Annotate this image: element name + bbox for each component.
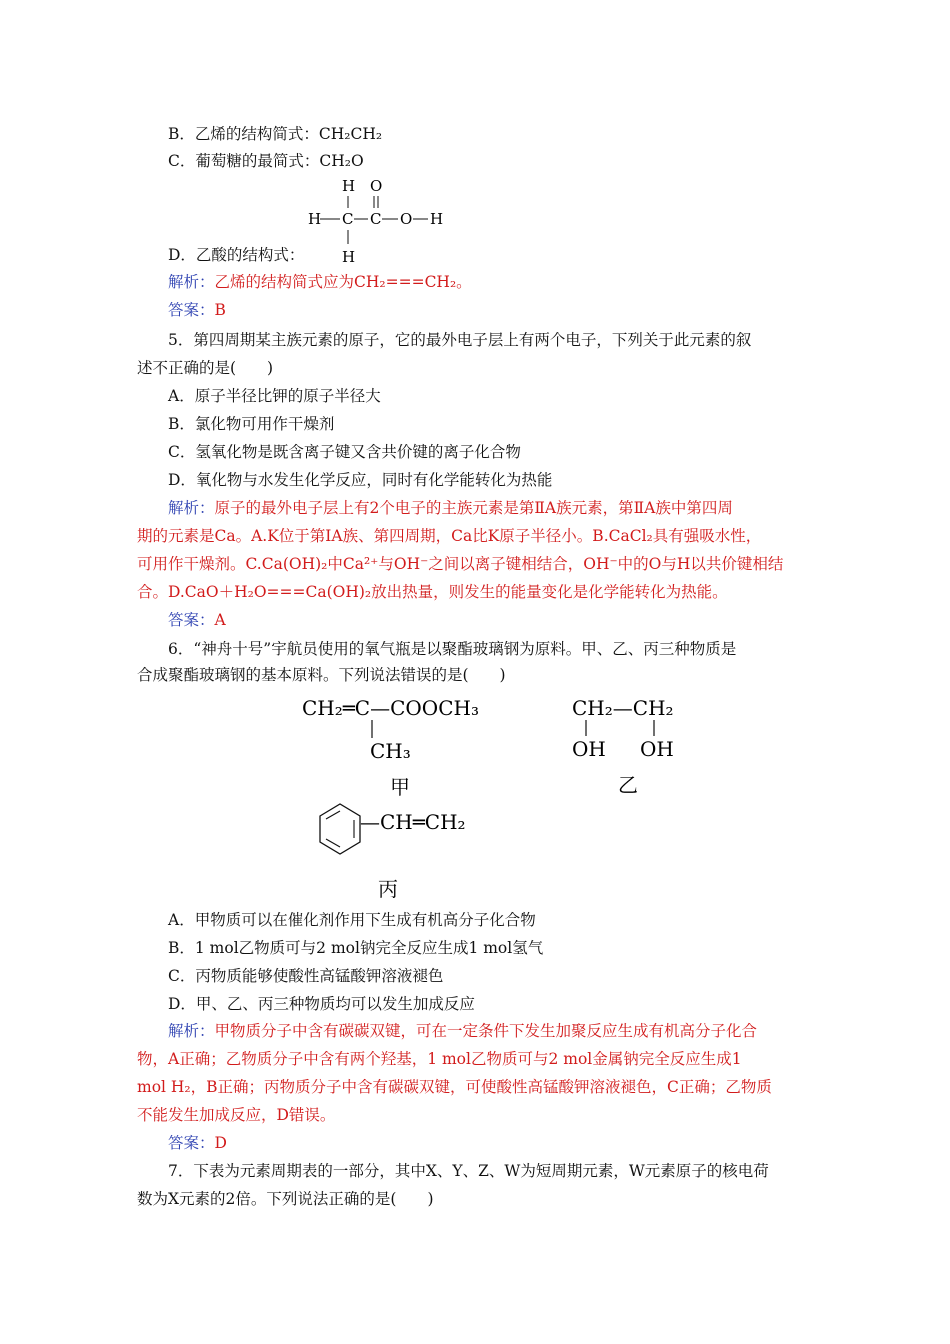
q6-option-d: D．甲、乙、丙三种物质均可以发生加成反应 <box>168 995 475 1013</box>
q6-analysis-line2: 物，A正确；乙物质分子中含有两个羟基，1 mol乙物质可与2 mol金属钠完全反应生成1 <box>137 1050 742 1068</box>
q4-option-c: C．葡萄糖的最简式：CH₂O <box>168 152 364 170</box>
answer-label: 答案： <box>168 1134 215 1152</box>
atom-o-single: O <box>400 210 413 228</box>
q6-stem-line2: 合成聚酯玻璃钢的基本原料。下列说法错误的是( ) <box>137 666 506 684</box>
atom-h-right: H <box>430 210 444 228</box>
q6-structures <box>290 690 710 910</box>
answer-value: B <box>214 301 226 319</box>
q7-stem-line1: 7．下表为元素周期表的一部分，其中X、Y、Z、W为短周期元素，W元素原子的核电荷 <box>168 1162 769 1180</box>
atom-h-top: H <box>342 177 356 195</box>
q5-option-c: C．氢氧化物是既含离子键又含共价键的离子化合物 <box>168 443 521 461</box>
analysis-label: 解析： <box>168 1022 215 1040</box>
answer-label: 答案： <box>168 611 215 629</box>
q5-analysis-line1 <box>168 498 733 518</box>
q6-answer <box>168 1133 227 1153</box>
analysis-text: 原子的最外电子层上有2个电子的主族元素是第ⅡA族元素，第ⅡA族中第四周 <box>214 499 733 517</box>
atom-c2: C <box>370 210 382 228</box>
yi-hydroxyl-1: OH <box>572 737 606 761</box>
answer-label: 答案： <box>168 301 215 319</box>
q5-answer <box>168 610 226 630</box>
bing-label: 丙 <box>378 877 398 901</box>
q6-option-a: A．甲物质可以在催化剂作用下生成有机高分子化合物 <box>168 911 536 929</box>
jia-label: 甲 <box>390 775 410 799</box>
q5-stem-line1: 5．第四周期某主族元素的原子，它的最外电子层上有两个电子，下列关于此元素的叙 <box>168 331 752 349</box>
q6-analysis-line4: 不能发生加成反应，D错误。 <box>137 1106 336 1124</box>
q6-analysis-line3: mol H₂，B正确；丙物质分子中含有碳碳双键，可使酸性高锰酸钾溶液褪色，C正确；乙物质 <box>137 1078 772 1096</box>
atom-c1: C <box>342 210 354 228</box>
atom-o-double: O <box>370 177 383 195</box>
atom-h-left: H <box>308 210 322 228</box>
q4-analysis <box>168 272 472 292</box>
q5-analysis-line3: 可用作干燥剂。C.Ca(OH)₂中Ca²⁺与OH⁻之间以离子键相结合，OH⁻中的O与H以共价键相结 <box>137 555 784 573</box>
analysis-text: 甲物质分子中含有碳碳双键，可在一定条件下发生加聚反应生成有机高分子化合 <box>214 1022 758 1040</box>
q5-option-a: A．原子半径比钾的原子半径大 <box>168 387 381 405</box>
q6-option-c: C．丙物质能够使酸性高锰酸钾溶液褪色 <box>168 967 444 985</box>
q6-option-b: B．1 mol乙物质可与2 mol钠完全反应生成1 mol氢气 <box>168 939 544 957</box>
q5-stem-line2: 述不正确的是( ) <box>137 359 274 377</box>
q4-option-b: B．乙烯的结构简式：CH₂CH₂ <box>168 125 383 143</box>
jia-methyl: CH₃ <box>370 739 411 763</box>
answer-value: D <box>214 1134 227 1152</box>
q5-analysis-line2: 期的元素是Ca。A.K位于第ⅠA族、第四周期，Ca比K原子半径小。B.CaCl₂具有强吸水性， <box>137 527 762 545</box>
q5-option-d: D．氧化物与水发生化学反应，同时有化学能转化为热能 <box>168 471 553 489</box>
q5-analysis-line4: 合。D.CaO＋H₂O===Ca(OH)₂放出热量，则发生的能量变化是化学能转化为热能。 <box>137 583 728 601</box>
analysis-text: 乙烯的结构简式应为CH₂===CH₂。 <box>214 273 472 291</box>
analysis-label: 解析： <box>168 273 215 291</box>
q4-option-d: D．乙酸的结构式： <box>168 246 305 264</box>
bing-vinyl-chain: —CH═CH₂ <box>360 810 466 834</box>
atom-h-bottom: H <box>342 248 356 266</box>
answer-value: A <box>214 611 226 629</box>
yi-main-formula: CH₂—CH₂ <box>572 696 674 720</box>
yi-hydroxyl-2: OH <box>640 737 674 761</box>
q6-analysis-line1 <box>168 1021 757 1041</box>
q6-stem-line1: 6．“神舟十号”宇航员使用的氧气瓶是以聚酯玻璃钢为原料。甲、乙、丙三种物质是 <box>168 640 737 658</box>
q4-answer <box>168 300 226 320</box>
q7-stem-line2: 数为X元素的2倍。下列说法正确的是( ) <box>137 1190 434 1208</box>
yi-label: 乙 <box>618 773 638 797</box>
acetic-acid-structure <box>300 174 460 268</box>
analysis-label: 解析： <box>168 499 215 517</box>
q5-option-b: B．氯化物可用作干燥剂 <box>168 415 335 433</box>
benzene-ring <box>320 804 360 854</box>
jia-main-formula: CH₂═C—COOCH₃ <box>302 696 479 720</box>
